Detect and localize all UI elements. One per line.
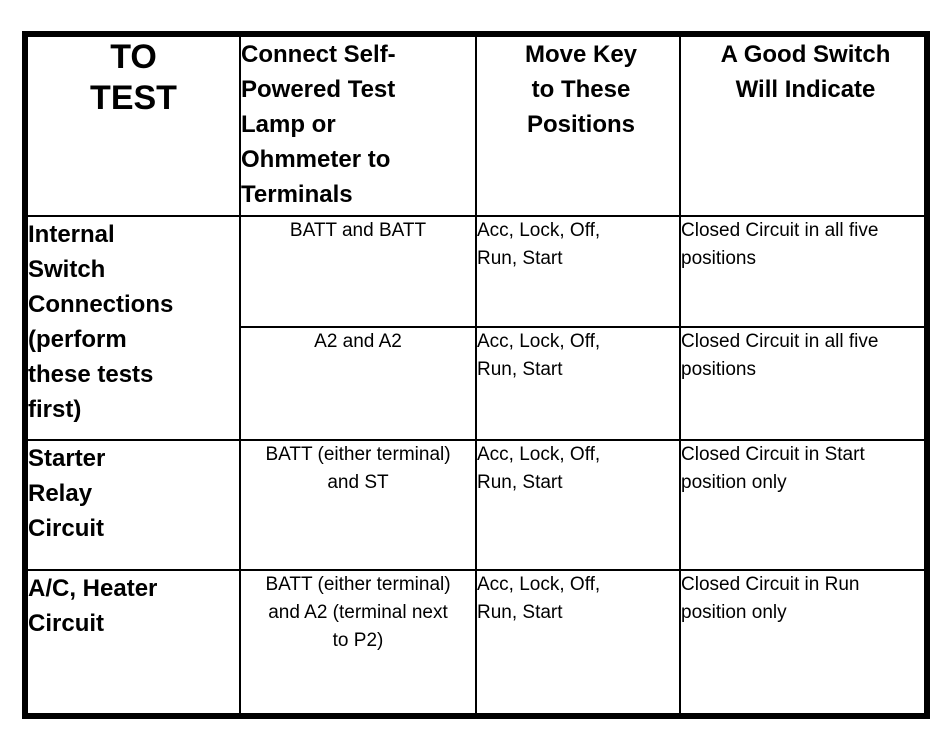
indication-cell: Closed Circuit in all five positions xyxy=(680,216,925,327)
test-table-frame xyxy=(22,31,930,719)
terminals-cell: BATT (either terminal) and ST xyxy=(240,440,476,570)
indication-cell: Closed Circuit in all five positions xyxy=(680,327,925,440)
positions-cell: Acc, Lock, Off, Run, Start xyxy=(476,216,680,327)
positions-cell: Acc, Lock, Off, Run, Start xyxy=(476,440,680,570)
terminals-cell: A2 and A2 xyxy=(240,327,476,440)
positions-cell: Acc, Lock, Off, Run, Start xyxy=(476,570,680,714)
row-label-starter-relay: Starter Relay Circuit xyxy=(27,440,240,570)
positions-cell: Acc, Lock, Off, Run, Start xyxy=(476,327,680,440)
row-label-internal-switch: Internal Switch Connections (perform these tests first) xyxy=(27,216,240,440)
row-label-ac-heater: A/C, Heater Circuit xyxy=(27,570,240,714)
header-connect-terminals: Connect Self- Powered Test Lamp or Ohmmeter to Terminals xyxy=(240,36,476,216)
terminals-cell: BATT (either terminal) and A2 (terminal next to P2) xyxy=(240,570,476,714)
header-row xyxy=(27,36,925,216)
header-good-switch: A Good Switch Will Indicate xyxy=(680,36,925,216)
header-to-test: TO TEST xyxy=(27,36,240,216)
indication-cell: Closed Circuit in Start position only xyxy=(680,440,925,570)
terminals-cell: BATT and BATT xyxy=(240,216,476,327)
indication-cell: Closed Circuit in Run position only xyxy=(680,570,925,714)
header-move-key: Move Key to These Positions xyxy=(476,36,680,216)
ignition-switch-test-table xyxy=(26,35,926,715)
table-row xyxy=(27,216,925,327)
table-row xyxy=(27,570,925,714)
table-row xyxy=(27,440,925,570)
